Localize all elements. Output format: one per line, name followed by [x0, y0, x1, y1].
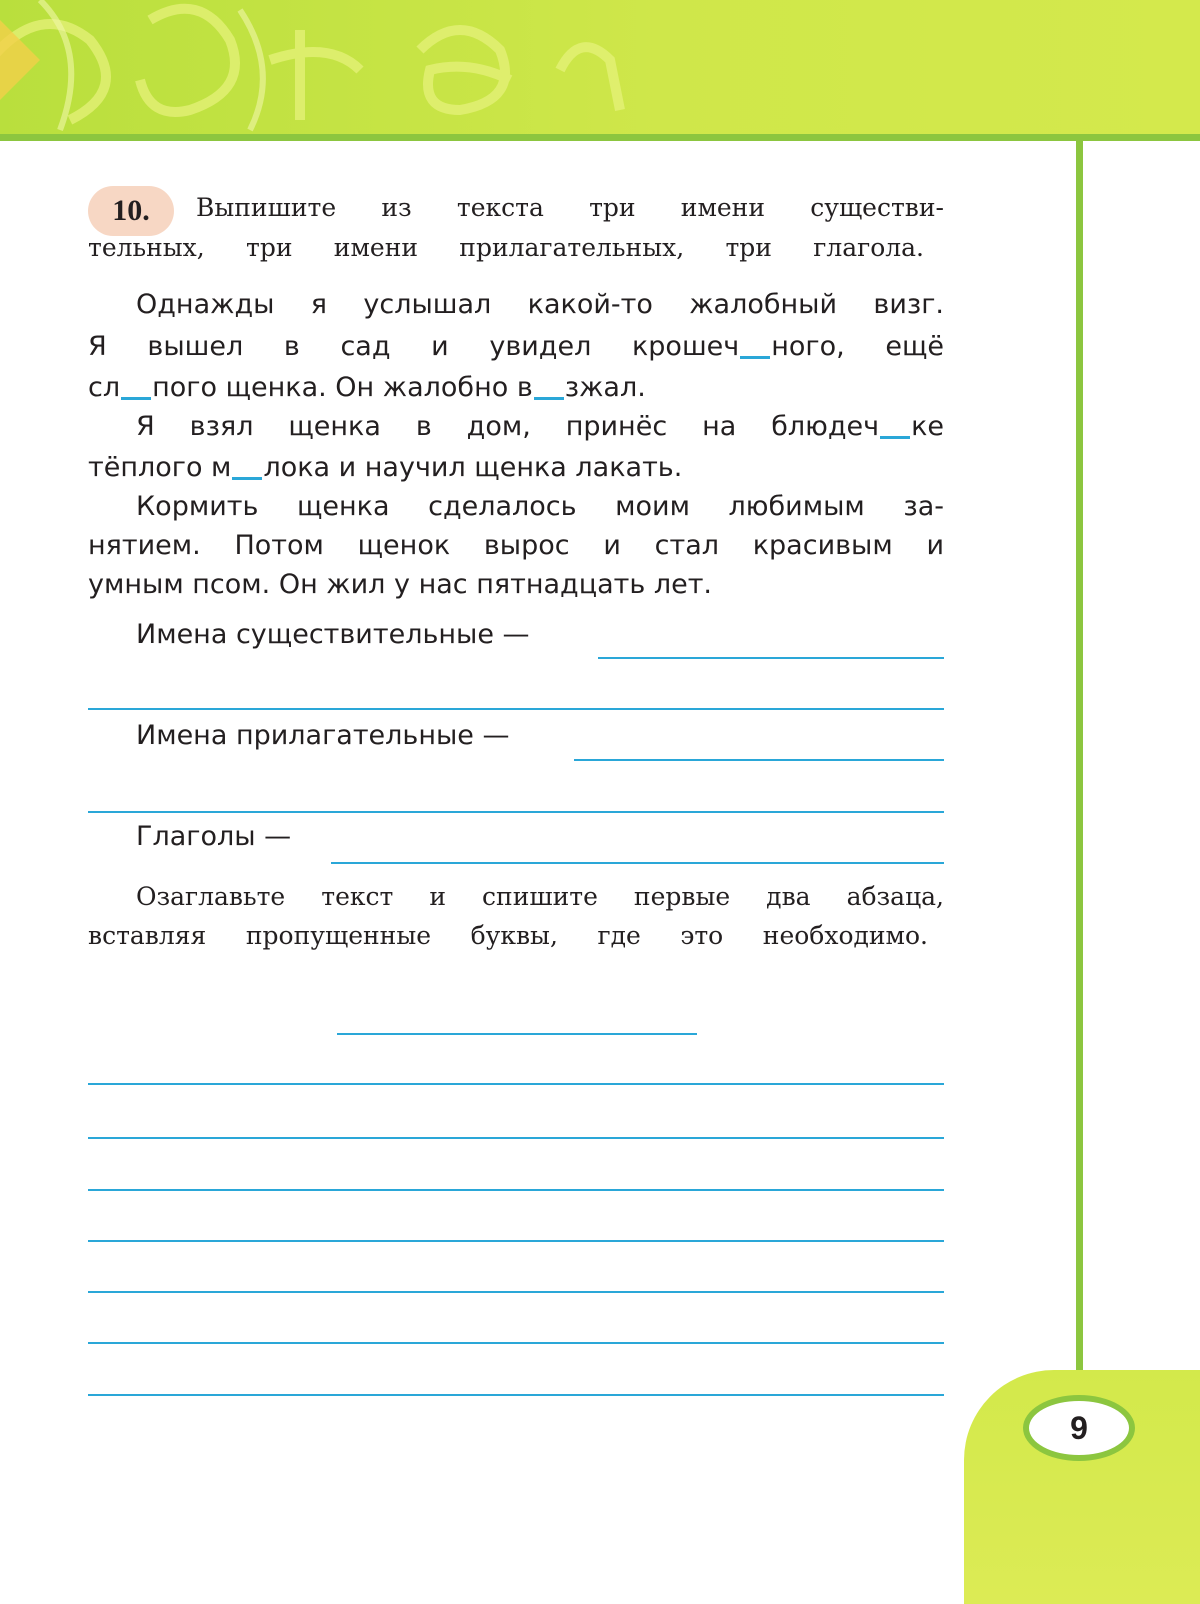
missing-letter-blank	[740, 356, 770, 359]
text-p1-line3	[88, 372, 646, 403]
text-segment: сл	[88, 372, 121, 403]
missing-letter-blank	[880, 436, 910, 439]
missing-letter-blank	[121, 397, 151, 400]
decorative-letters-icon	[0, 0, 700, 134]
writing-line[interactable]	[88, 1291, 944, 1293]
nouns-answer-line-2[interactable]	[88, 708, 944, 710]
text-p1-line1: Однажды я услышал какой-то жалобный визг.	[136, 289, 944, 320]
text-segment: тёплого м	[88, 452, 232, 483]
writing-line[interactable]	[88, 1083, 944, 1085]
writing-line[interactable]	[88, 1240, 944, 1242]
writing-line[interactable]	[88, 1137, 944, 1139]
text-p1-line2	[88, 331, 944, 362]
verbs-answer-line[interactable]	[331, 862, 944, 864]
writing-line[interactable]	[88, 1189, 944, 1191]
verbs-label: Глаголы —	[136, 821, 292, 852]
task-number-badge: 10.	[88, 186, 174, 236]
text-p3-line2: нятием. Потом щенок вырос и стал красивым и	[88, 530, 944, 561]
task-instruction-line2: тельных, три имени прилагательных, три глагола.	[88, 233, 924, 262]
adjectives-answer-line[interactable]	[574, 759, 944, 761]
task-instruction-line1: Выпишите из текста три имени существи-	[196, 193, 944, 222]
text-segment: Я взял щенка в дом, принёс на блюдеч	[136, 411, 880, 442]
banner-underline	[0, 134, 1200, 141]
text-p3-line1: Кормить щенка сделалось моим любимым за-	[136, 491, 944, 522]
writing-line[interactable]	[88, 1342, 944, 1344]
text-segment: ного, ещё	[771, 331, 944, 362]
adjectives-label: Имена прилагательные —	[136, 720, 510, 751]
adjectives-answer-line-2[interactable]	[88, 811, 944, 813]
top-banner	[0, 0, 1200, 134]
text-segment: Я вышел в сад и увидел крошеч	[88, 331, 740, 362]
nouns-answer-line[interactable]	[598, 657, 944, 659]
text-p2-line1	[136, 411, 944, 442]
task2-line2: вставляя пропущенные буквы, где это необходимо.	[88, 921, 928, 950]
text-segment: лока и научил щенка лакать.	[263, 452, 683, 483]
text-segment: пого щенка. Он жалобно в	[152, 372, 533, 403]
text-p3-line3: умным псом. Он жил у нас пятнадцать лет.	[88, 569, 713, 600]
writing-line[interactable]	[88, 1394, 944, 1396]
nouns-label: Имена существительные —	[136, 619, 530, 650]
task2-line1: Озаглавьте текст и спишите первые два абзаца,	[136, 882, 944, 911]
text-segment: ке	[911, 411, 944, 442]
missing-letter-blank	[534, 397, 564, 400]
page-number: 9	[1023, 1395, 1135, 1461]
text-segment: зжал.	[564, 372, 646, 403]
text-p2-line2	[88, 452, 682, 483]
margin-rule	[1076, 141, 1083, 1409]
missing-letter-blank	[232, 477, 262, 480]
title-writing-line[interactable]	[337, 1033, 697, 1035]
